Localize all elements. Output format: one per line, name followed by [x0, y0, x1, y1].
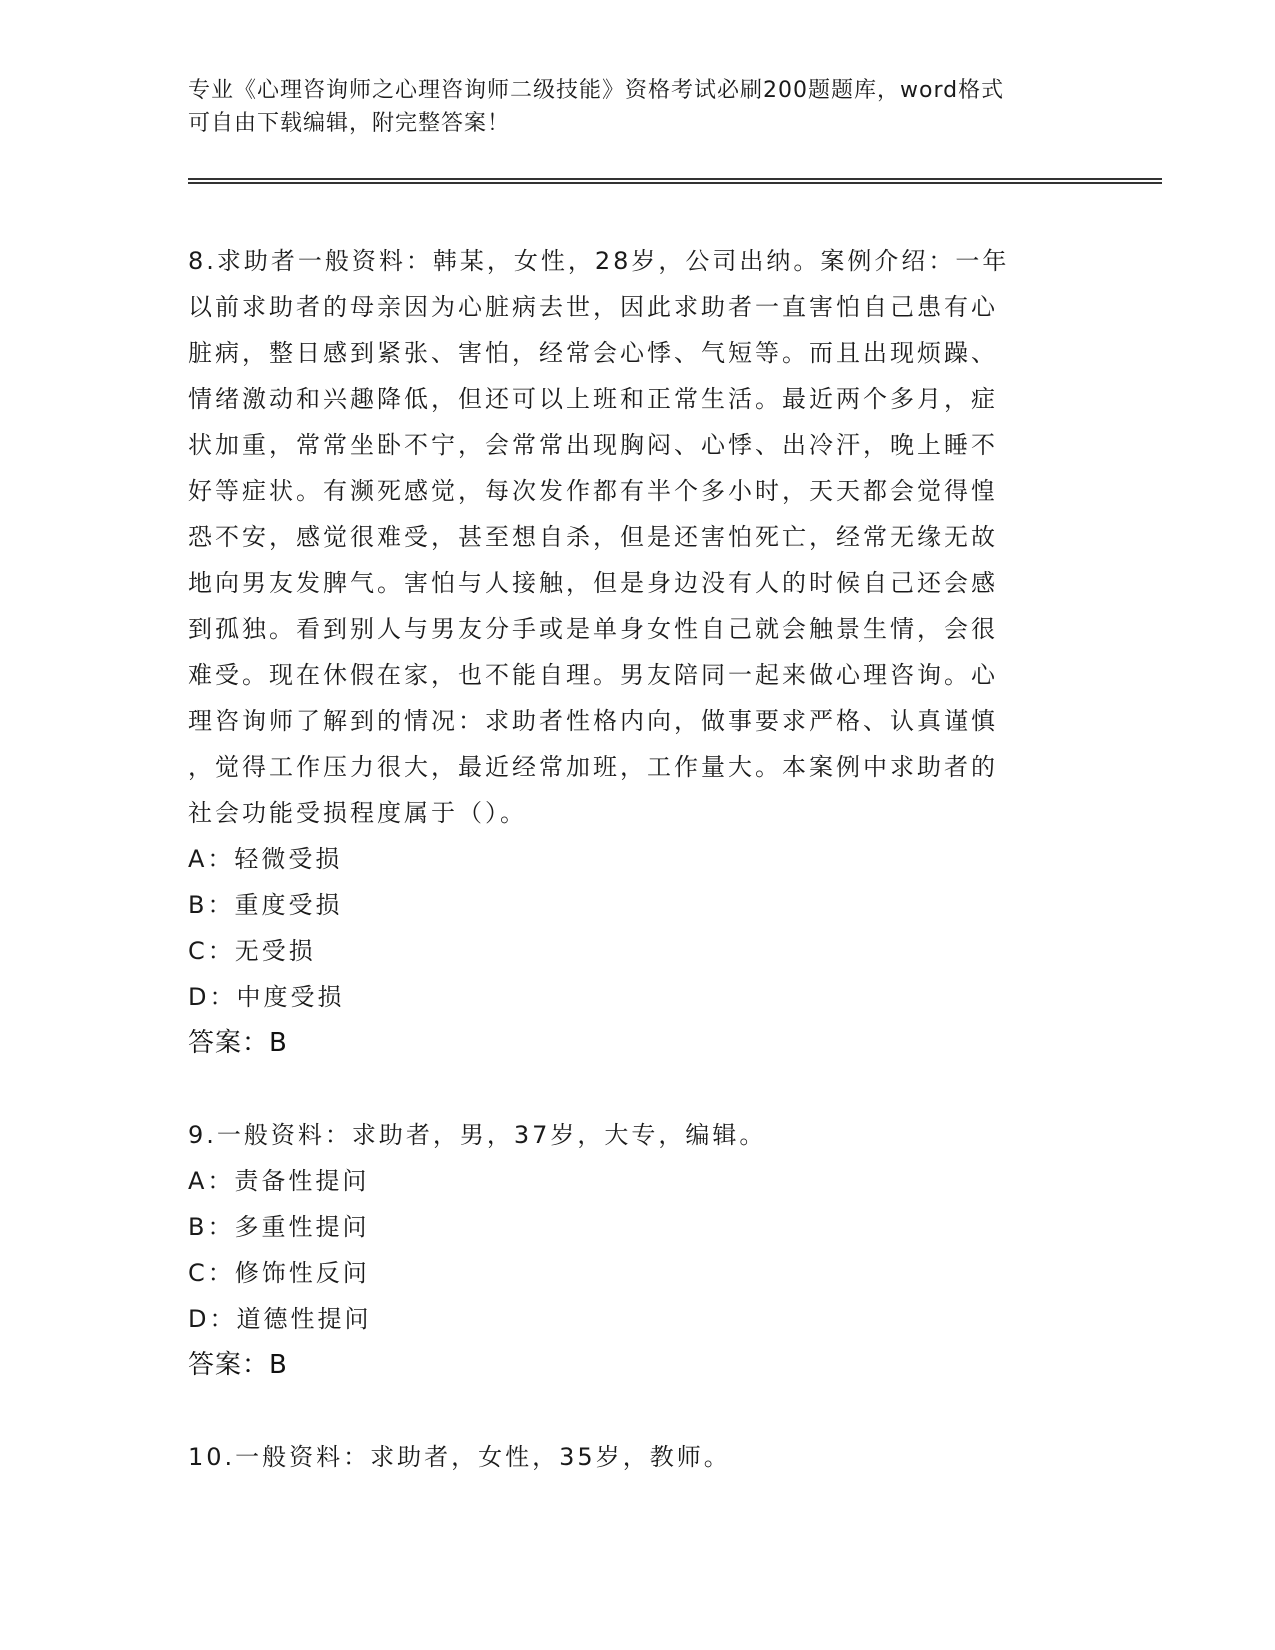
- question-text-line: 10.一般资料：求助者，女性，35岁，教师。: [188, 1443, 731, 1471]
- answer-line: 答案：B: [188, 1350, 288, 1380]
- option-b: B：重度受损: [188, 891, 343, 919]
- option-a: A：责备性提问: [188, 1167, 370, 1195]
- question-text-line: 状加重，常常坐卧不宁，会常常出现胸闷、心悸、出冷汗，晚上睡不: [188, 431, 998, 459]
- question-text-line: 理咨询师了解到的情况：求助者性格内向，做事要求严格、认真谨慎: [188, 707, 998, 735]
- option-d: D：中度受损: [188, 983, 345, 1011]
- question-9: [188, 1112, 1088, 1388]
- option-b: B：多重性提问: [188, 1213, 370, 1241]
- question-10: [188, 1434, 1088, 1480]
- question-text-line: 恐不安，感觉很难受，甚至想自杀，但是还害怕死亡，经常无缘无故: [188, 523, 998, 551]
- question-text-line: ，觉得工作压力很大，最近经常加班，工作量大。本案例中求助者的: [188, 753, 998, 781]
- document-header: [188, 74, 1068, 140]
- header-line-1: 专业《心理咨询师之心理咨询师二级技能》资格考试必刷200题题库，word格式: [188, 78, 1005, 103]
- question-text-line: 9.一般资料：求助者，男，37岁，大专，编辑。: [188, 1121, 767, 1149]
- header-line-2: 可自由下载编辑，附完整答案！: [188, 111, 511, 136]
- question-text-line: 8.求助者一般资料：韩某，女性，28岁，公司出纳。案例介绍：一年: [188, 247, 1010, 275]
- option-d: D：道德性提问: [188, 1305, 372, 1333]
- header-divider: [188, 178, 1162, 184]
- question-text-line: 地向男友发脾气。害怕与人接触，但是身边没有人的时候自己还会感: [188, 569, 998, 597]
- question-text-line: 脏病，整日感到紧张、害怕，经常会心悸、气短等。而且出现烦躁、: [188, 339, 998, 367]
- option-c: C：修饰性反问: [188, 1259, 370, 1287]
- question-spacer: [188, 1066, 1088, 1112]
- option-c: C：无受损: [188, 937, 316, 965]
- question-text-line: 到孤独。看到别人与男友分手或是单身女性自己就会触景生情，会很: [188, 615, 998, 643]
- question-text-line: 难受。现在休假在家，也不能自理。男友陪同一起来做心理咨询。心: [188, 661, 998, 689]
- option-a: A：轻微受损: [188, 845, 343, 873]
- question-text-line: 社会功能受损程度属于（）。: [188, 799, 527, 827]
- question-text-line: 以前求助者的母亲因为心脏病去世，因此求助者一直害怕自己患有心: [188, 293, 998, 321]
- answer-line: 答案：B: [188, 1028, 288, 1058]
- question-spacer: [188, 1388, 1088, 1434]
- question-text-line: 好等症状。有濒死感觉，每次发作都有半个多小时，天天都会觉得惶: [188, 477, 998, 505]
- document-body: [188, 238, 1088, 1480]
- question-text-line: 情绪激动和兴趣降低，但还可以上班和正常生活。最近两个多月，症: [188, 385, 998, 413]
- question-8: [188, 238, 1088, 1066]
